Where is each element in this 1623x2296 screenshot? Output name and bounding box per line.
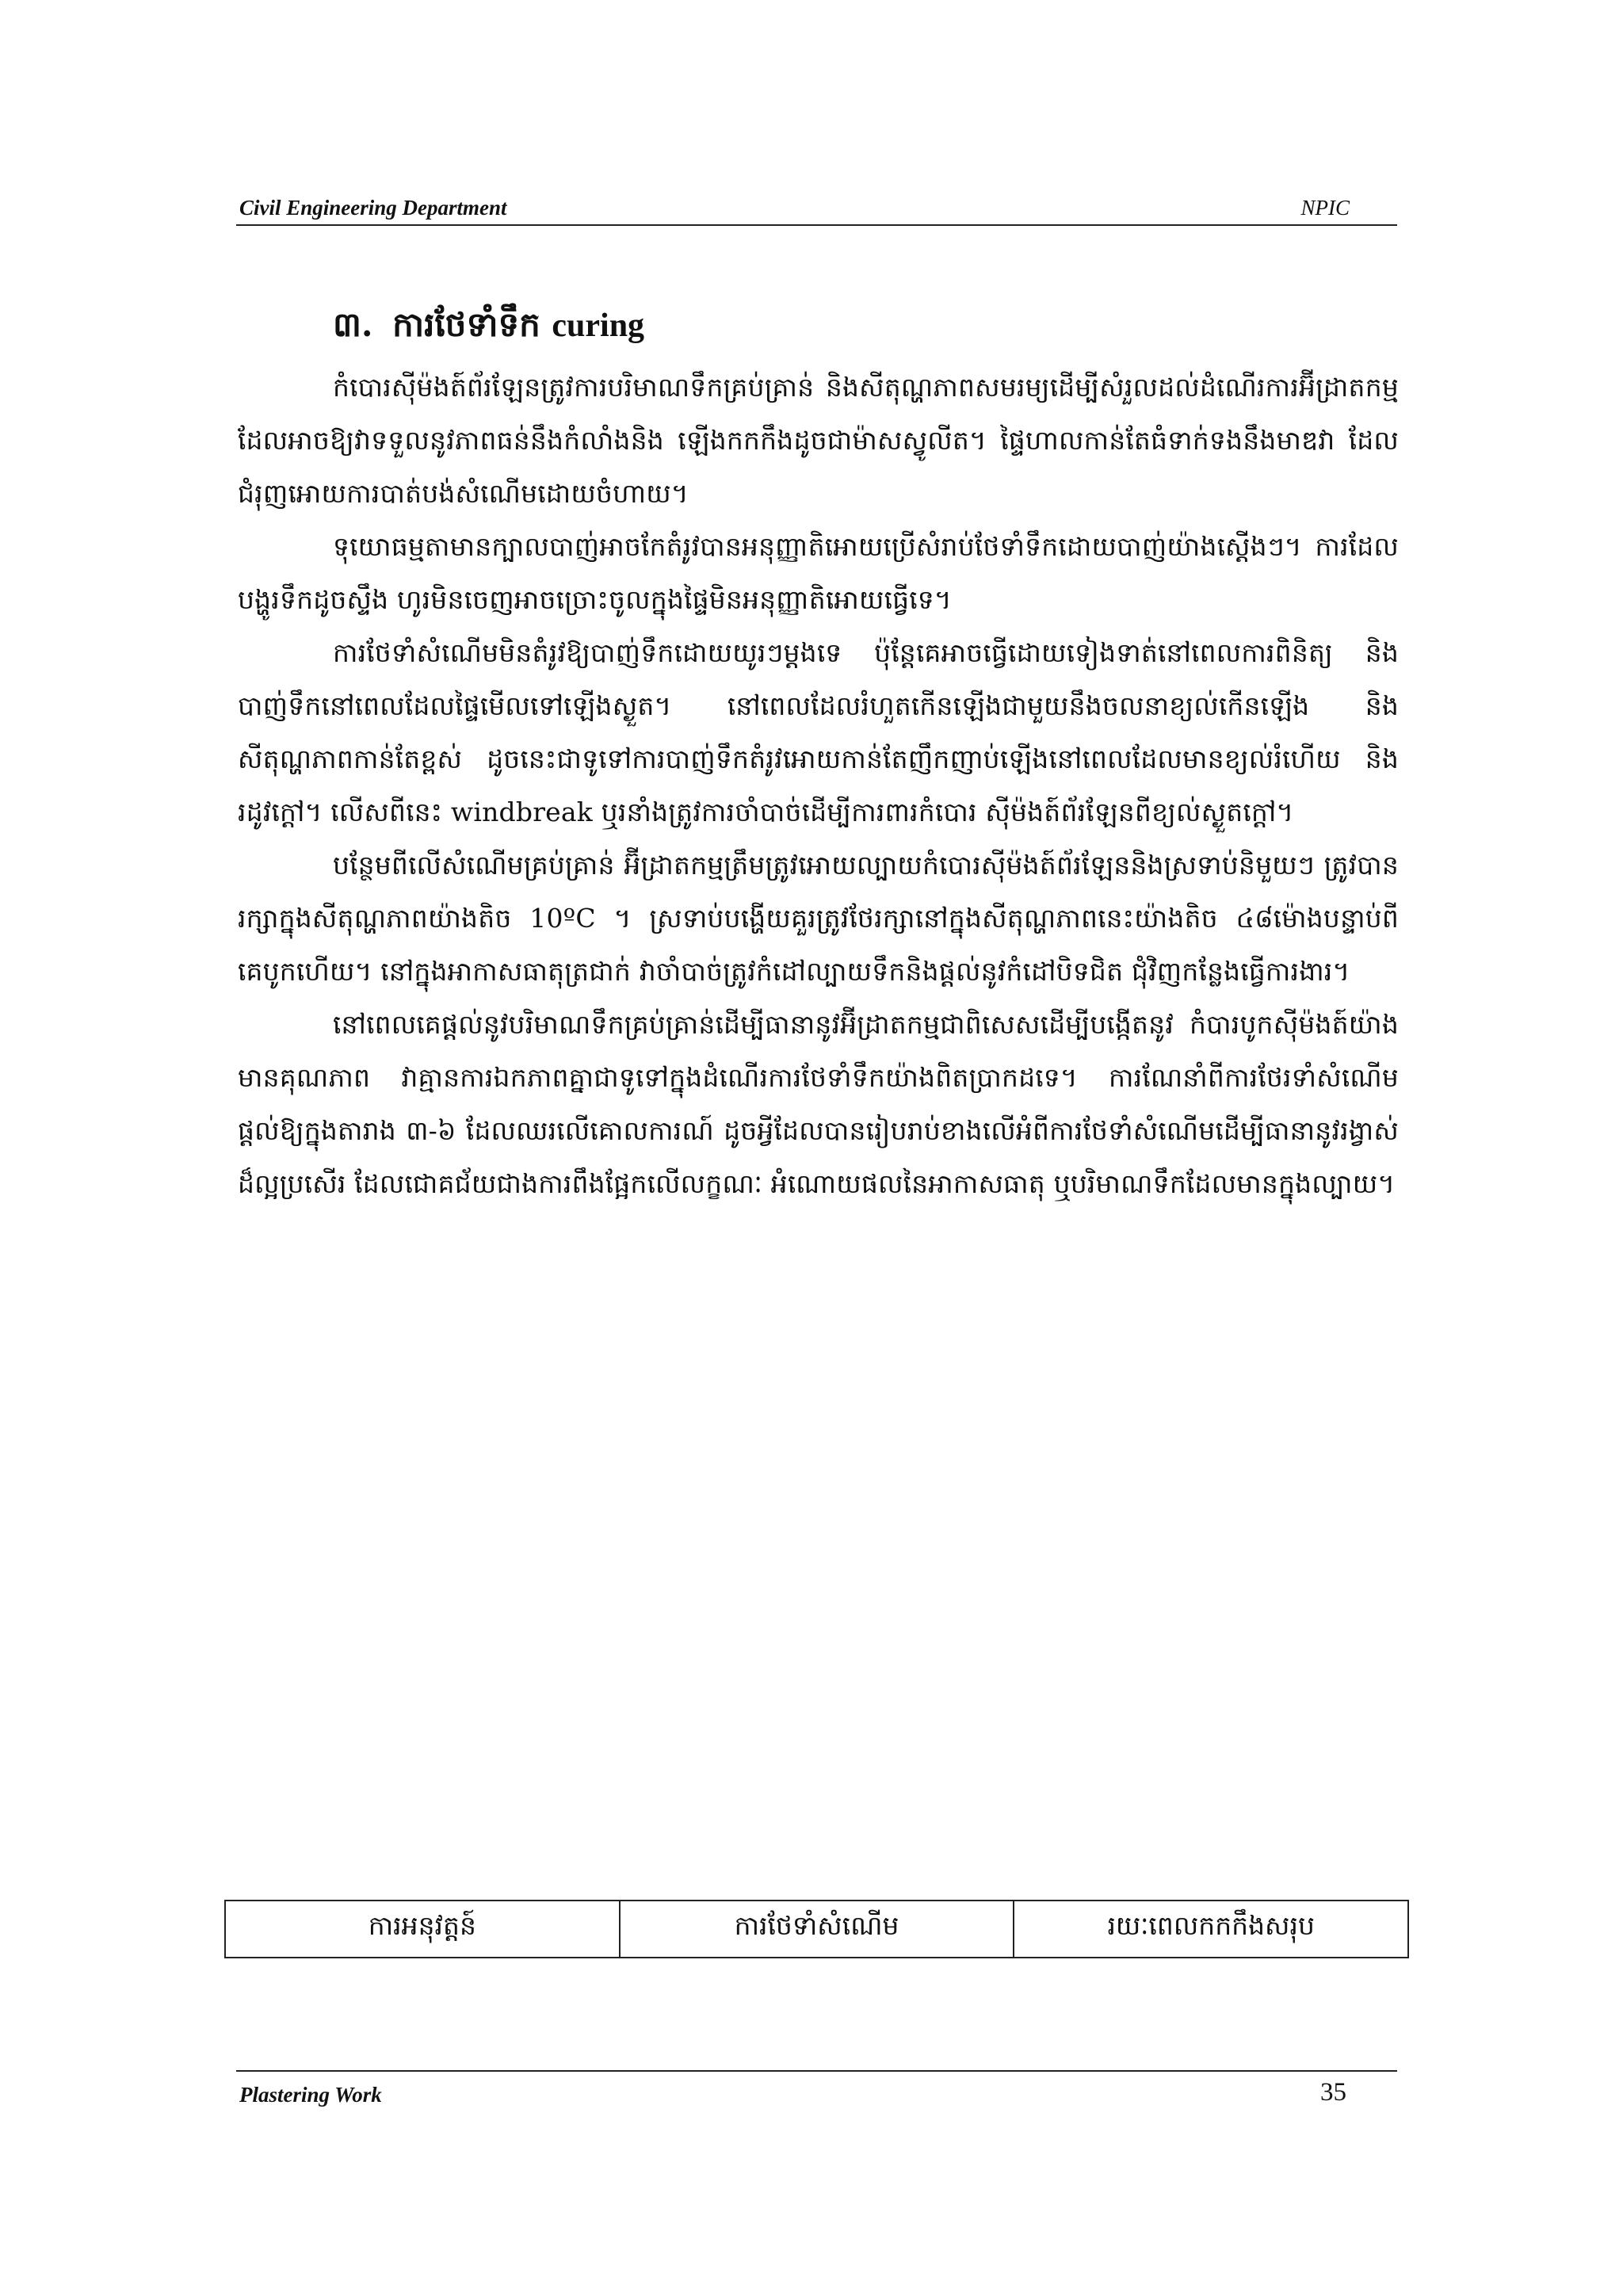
table-header-cell: ការអនុវត្តន៍ (226, 1901, 621, 1957)
section-number: ៣. (333, 305, 373, 344)
paragraph: បន្ថែមពីលើសំណើមគ្រប់គ្រាន់ អ៊ីដ្រាតកម្មត្រឹមត្រូវអោយល្បាយកំបោរស៊ីម៉ងត៍ព័រឡែននិងស្រទាប់និមួយៗ ត្រូវបានរក្សាក្នុងសីតុណ្ហភាពយ៉ាងតិច 10ºC ។ ស្រទាប់បង្ហើយគួរត្រូវថែរក្សានៅក្នុងសីតុណ្ហភាពនេះយ៉ាងតិច ៤៨ម៉ោងបន្ទាប់ពីគេបូកហើយ។ នៅក្នុងអាកាសធាតុត្រជាក់ វាចាំបាច់ត្រូវកំដៅល្បាយទឹកនិងផ្តល់នូវកំដៅបិទជិត ជុំវិញកន្លែងធ្វើការងារ។ (238, 850, 1399, 987)
page-number: 35 (1320, 2078, 1346, 2107)
section-title-khmer: ការថែទាំទឹក (392, 305, 540, 344)
header-institution: NPIC (1300, 196, 1350, 220)
table-header-cell: រយៈពេលកកកឹងសរុប (1107, 1910, 1315, 1941)
curing-table-header (224, 1900, 1409, 1958)
footer-chapter: Plastering Work (239, 2083, 382, 2107)
page-footer (236, 2070, 1397, 2111)
header-department: Civil Engineering Department (239, 196, 507, 220)
body-text (238, 361, 1399, 1210)
page-header (236, 193, 1397, 226)
section-heading (333, 304, 644, 353)
paragraph: ទុយោធម្មតាមានក្បាលបាញ់អាចកែតំរូវបានអនុញ្ញាតិអោយប្រើសំរាប់ថែទាំទឹកដោយបាញ់យ៉ាងស្តើងៗ។ ការដែលបង្ហូរទឹកដូចស្ទឹង ហូរមិនចេញអាចច្រោះចូលក្នុងផ្ទៃមិនអនុញ្ញាតិអោយធ្វើទេ។ (238, 531, 1399, 615)
section-title-english: curing (552, 308, 645, 344)
table-header-cell: ការថែទាំសំណើម (621, 1901, 1015, 1957)
paragraph: ការថែទាំសំណើមមិនតំរូវឱ្យបាញ់ទឹកដោយយូរៗម្តងទេ ប៉ុន្តែគេអាចធ្វើដោយទៀងទាត់នៅពេលការពិនិត្យ និងបាញ់ទឹកនៅពេលដែលផ្ទៃមើលទៅឡើងស្ងួត។ នៅពេលដែលរំហួតកើនឡើងជាមួយនឹងចលនាខ្យល់កើនឡើង និងសីតុណ្ហភាពកាន់តែខ្ពស់ ដូចនេះជាទូទៅការបាញ់ទឹកតំរូវអោយកាន់តែញឹកញាប់ឡើងនៅពេលដែលមានខ្យល់រំហើយ និងរដូវក្តៅ។ លើសពីនេះ windbreak ឬរនាំងត្រូវការចាំបាច់ដើម្បីការពារកំបោរ ស៊ីម៉ងត៍ព័រឡែនពីខ្យល់ស្ងួតក្តៅ។ (238, 637, 1399, 827)
paragraph: នៅពេលគេផ្តល់នូវបរិមាណទឹកគ្រប់គ្រាន់ដើម្បីធានានូវអ៊ីដ្រាតកម្មជាពិសេសដើម្បីបង្កើតនូវ កំបារបូកស៊ីម៉ងត៍យ៉ាងមានគុណភាព វាគ្មានការឯកភាពគ្នាជាទូទៅក្នុងដំណើរការថែទាំទឹកយ៉ាងពិតប្រាកដទេ។ ការណែនាំពីការថែរទាំសំណើមផ្តល់ឱ្យក្នុងតារាង ៣-៦ ដែលឈរលើគោលការណ៍ ដូចអ្វីដែលបានរៀបរាប់ខាងលើអំពីការថែទាំសំណើមដើម្បីធានានូវរង្វាស់ដ៏ល្អប្រសើរ ដែលជោគជ័យជាងការពឹងផ្អែកលើលក្ខណៈ អំណោយផលនៃអាកាសធាតុ ឬបរិមាណទឹកដែលមានក្នុងល្បាយ។ (238, 1009, 1399, 1199)
paragraph: កំបោរស៊ីម៉ងត៍ព័រឡែនត្រូវការបរិមាណទឹកគ្រប់គ្រាន់ និងសីតុណ្ហភាពសមរម្យដើម្បីសំរួលដល់ដំណើរការអ៊ីដ្រាតកម្ម ដែលអាចឱ្យវាទទួលនូវភាពធន់នឹងកំលាំងនិង ឡើងកកកឹងដូចជាម៉ាសស្វូលីត។ ផ្ទៃហាលកាន់តែធំទាក់ទងនឹងមាឌវា ដែលជំរុញអោយការបាត់បង់សំណើមដោយចំហាយ។ (238, 372, 1399, 509)
